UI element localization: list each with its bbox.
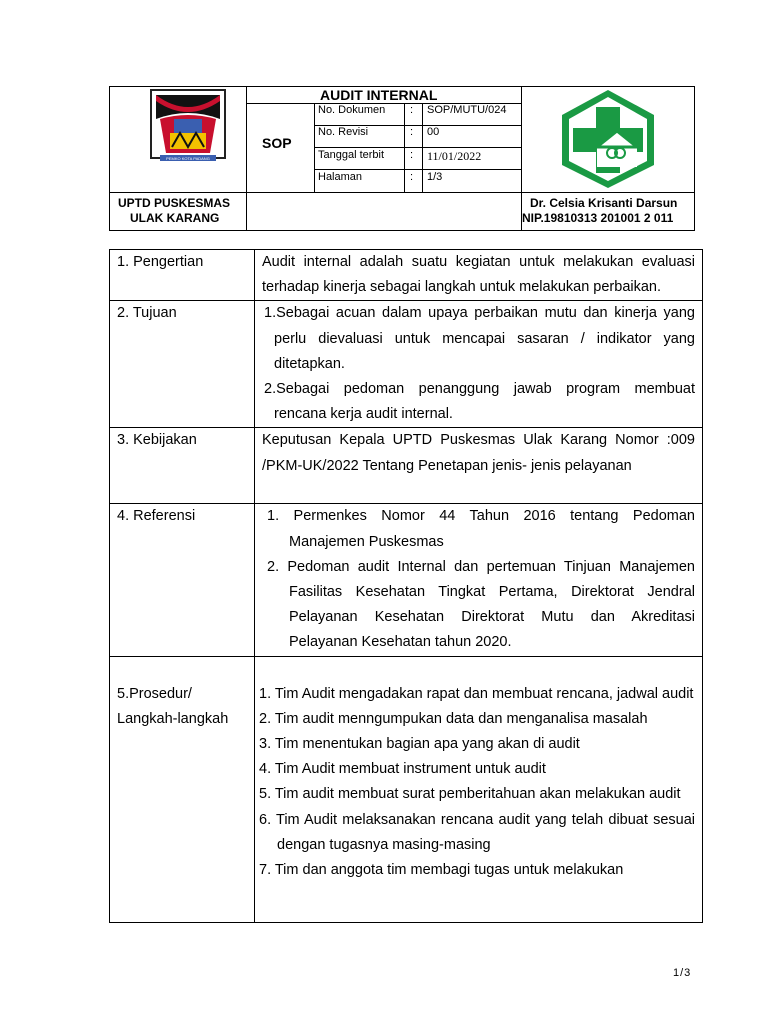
sop-label: SOP <box>262 135 292 151</box>
content-pengertian <box>255 250 703 301</box>
kebijakan-text: Keputusan Kepala UPTD Puskesmas Ulak Karang Nomor :009 /PKM-UK/2022 Tentang Penetapan jenis- jenis pelayanan <box>262 432 695 474</box>
page-number: 1/3 <box>673 967 692 979</box>
list-item: 7. Tim dan anggota tim membagi tugas untuk melakukan <box>259 862 624 879</box>
label-kebijakan: 3. Kebijakan <box>110 428 255 504</box>
list-item: 6. Tim Audit melaksanakan rencana audit yang telah dibuat sesuai dengan tugasnya masing-masing <box>259 811 695 853</box>
content-tujuan <box>255 301 703 428</box>
field-value-halaman: 1/3 <box>427 171 443 183</box>
content-kebijakan <box>255 428 703 504</box>
list-item: 5. Tim audit membuat surat pemberitahuan akan melakukan audit <box>259 786 681 803</box>
field-label-no-dokumen: No. Dokumen <box>318 104 386 116</box>
content-referensi <box>255 504 703 656</box>
prosedur-list <box>257 682 695 884</box>
list-item: 1. Tim Audit mengadakan rapat dan membuat rencana, jadwal audit <box>259 685 694 702</box>
field-value-no-dokumen: SOP/MUTU/024 <box>427 104 507 116</box>
row-referensi <box>110 504 703 656</box>
signer-name: Dr. Celsia Krisanti Darsun <box>530 196 678 210</box>
org-name-line2: ULAK KARANG <box>130 211 220 225</box>
field-sep: : <box>410 104 414 116</box>
field-sep: : <box>410 171 414 183</box>
row-tujuan <box>110 301 703 428</box>
org-name-line1: UPTD PUSKESMAS <box>118 196 231 210</box>
row-pengertian <box>110 250 703 301</box>
field-sep: : <box>410 149 414 161</box>
label-tujuan: 2. Tujuan <box>110 301 255 428</box>
content-prosedur <box>255 656 703 922</box>
crest-banner-text: PEMKO KOTA PADANG <box>166 156 210 161</box>
referensi-item-2: 2. Pedoman audit Internal dan pertemuan Tinjuan Manajemen Fasilitas Kesehatan Tingkat Pertama, Direktorat Jendral Pelayanan Kesehatan Direktorat Mutu dan Akreditasi Pelayanan Kesehatan tahun 2020. <box>267 558 695 651</box>
pengertian-text: Audit internal adalah suatu kegiatan untuk melakukan evaluasi terhadap kinerja sebagai langkah untuk melakukan perbaikan. <box>262 254 695 296</box>
label-pengertian: 1. Pengertian <box>110 250 255 301</box>
list-item: 3. Tim menentukan bagian apa yang akan di audit <box>259 736 580 753</box>
referensi-item-1: 1. Permenkes Nomor 44 Tahun 2016 tentang Pedoman Manajemen Puskesmas <box>267 508 695 550</box>
document-title: AUDIT INTERNAL <box>320 87 438 103</box>
puskesmas-logo-icon <box>557 87 659 191</box>
label-referensi: 4. Referensi <box>110 504 255 656</box>
label-prosedur <box>110 656 255 922</box>
label-prosedur-line2: Langkah-langkah <box>117 710 229 727</box>
signer-nip: NIP.19810313 201001 2 011 <box>522 211 674 225</box>
document-header <box>109 86 695 231</box>
sop-content-table <box>109 249 703 923</box>
field-value-no-revisi: 00 <box>427 126 440 138</box>
tujuan-item-2: 2.Sebagai pedoman penanggung jawab program membuat rencana kerja audit internal. <box>264 381 695 423</box>
row-prosedur <box>110 656 703 922</box>
field-label-tanggal-terbit: Tanggal terbit <box>318 149 385 161</box>
tujuan-item-1: 1.Sebagai acuan dalam upaya perbaikan mutu dan kinerja yang perlu dievaluasi untuk mencapai sasaran / indikator yang ditetapkan. <box>264 305 695 372</box>
field-label-no-revisi: No. Revisi <box>318 126 369 138</box>
field-sep: : <box>410 126 414 138</box>
list-item: 2. Tim audit menngumpukan data dan menganalisa masalah <box>259 710 648 727</box>
field-label-halaman: Halaman <box>318 171 363 183</box>
label-prosedur-line1: 5.Prosedur/ <box>117 685 192 702</box>
city-crest-logo <box>150 89 226 173</box>
row-kebijakan <box>110 428 703 504</box>
list-item: 4. Tim Audit membuat instrument untuk audit <box>259 761 546 778</box>
field-value-tanggal-terbit: 11/01/2022 <box>427 149 482 163</box>
